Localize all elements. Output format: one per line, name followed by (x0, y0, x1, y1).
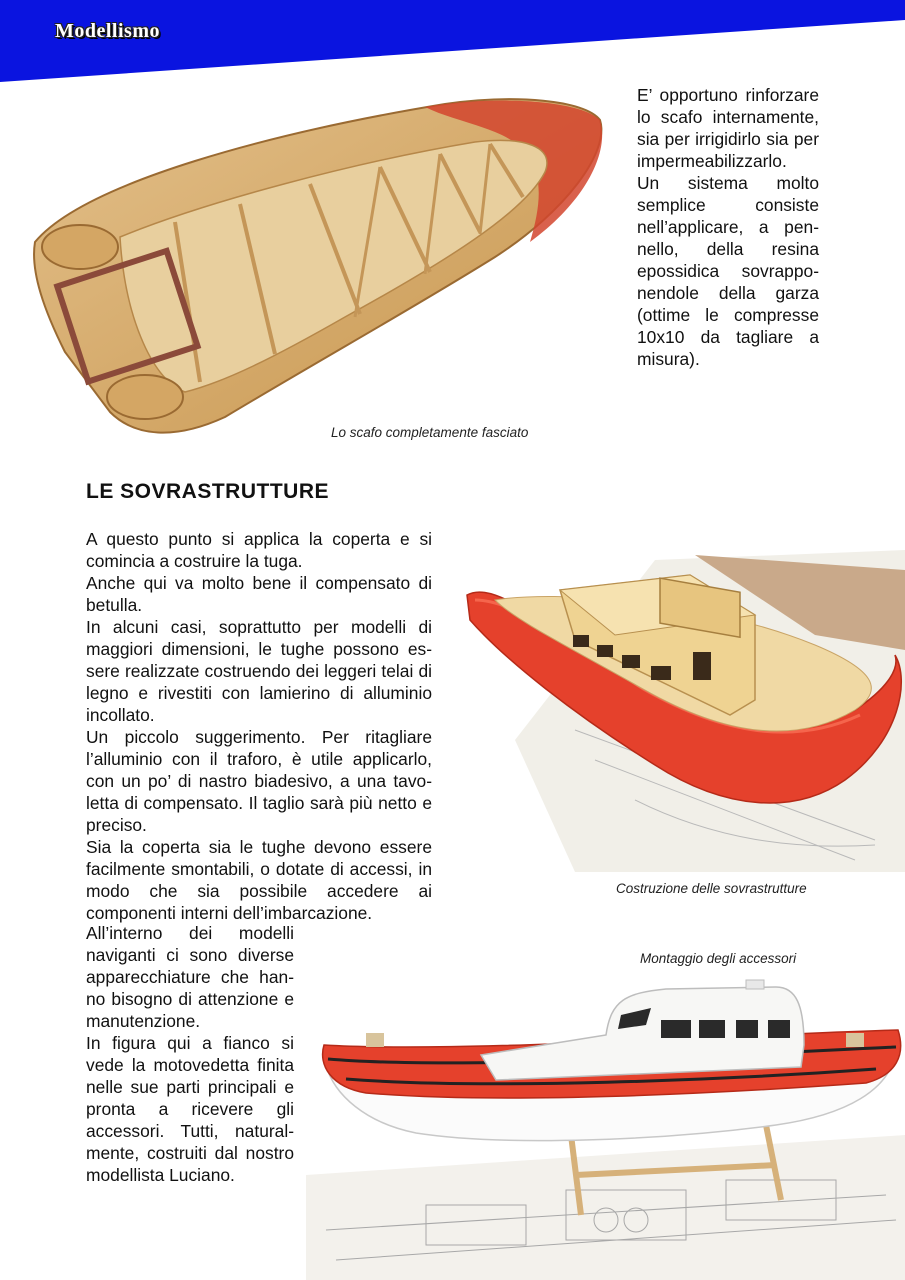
accessories-photo (306, 975, 905, 1280)
paragraph: Un piccolo suggerimento. Per ritagliare l’alluminio con il traforo, è utile applicarlo, con un po’ di nastro biadesivo, a una tavoletta di compensato. Il taglio sarà più netto e preciso. (86, 727, 432, 835)
paragraph: Un sistema molto semplice consiste nell’applicare, a pennello, della resina epossidica sovrapponendole della garza (ottime le compresse 10x10 da tagliare a misura). (637, 173, 819, 369)
paragraph: A questo punto si applica la coperta e si comincia a costruire la tuga. (86, 529, 432, 571)
section-heading: LE SOVRASTRUTTURE (86, 480, 330, 503)
accessories-caption: Montaggio degli accessori (640, 951, 797, 966)
paragraph: In alcuni casi, soprattutto per modelli di maggiori dimensioni, le tughe possono essere realizzate costruendo dei leggeri telai di legno e rivestiti con lamierino di alluminio incollato. (86, 617, 432, 725)
superstructure-caption: Costruzione delle sovrastrutture (616, 881, 807, 896)
paragraph: Anche qui va molto bene il compensato di betulla. (86, 573, 432, 615)
superstructure-photo (455, 540, 905, 872)
top-right-text (637, 84, 819, 370)
paragraph: E’ opportuno rinforzare lo scafo internamente, sia per irrigidirlo sia per impermeabilizzarlo. (637, 85, 819, 171)
hull-caption: Lo scafo completamente fasciato (331, 425, 529, 440)
body-text-narrow (86, 922, 294, 1186)
header-band (0, 0, 905, 90)
paragraph: All’interno dei modelli naviganti ci sono diverse apparecchiature che hanno bisogno di attenzione e manutenzione. (86, 923, 294, 1031)
paragraph: In figura qui a fianco si vede la motovedetta finita nelle sue parti principali e pronta a ricevere gli accessori. Tutti, naturalmente, costruiti dal nostro modellista Luciano. (86, 1033, 294, 1185)
paragraph: Sia la coperta sia le tughe devono essere facilmente smontabili, o dotate di accessi, in modo che sia possibile accedere ai componenti interni dell’imbarcazione. (86, 837, 432, 923)
body-text (86, 528, 432, 924)
section-tag: Modellismo (55, 20, 160, 42)
hull-photo (25, 92, 610, 442)
